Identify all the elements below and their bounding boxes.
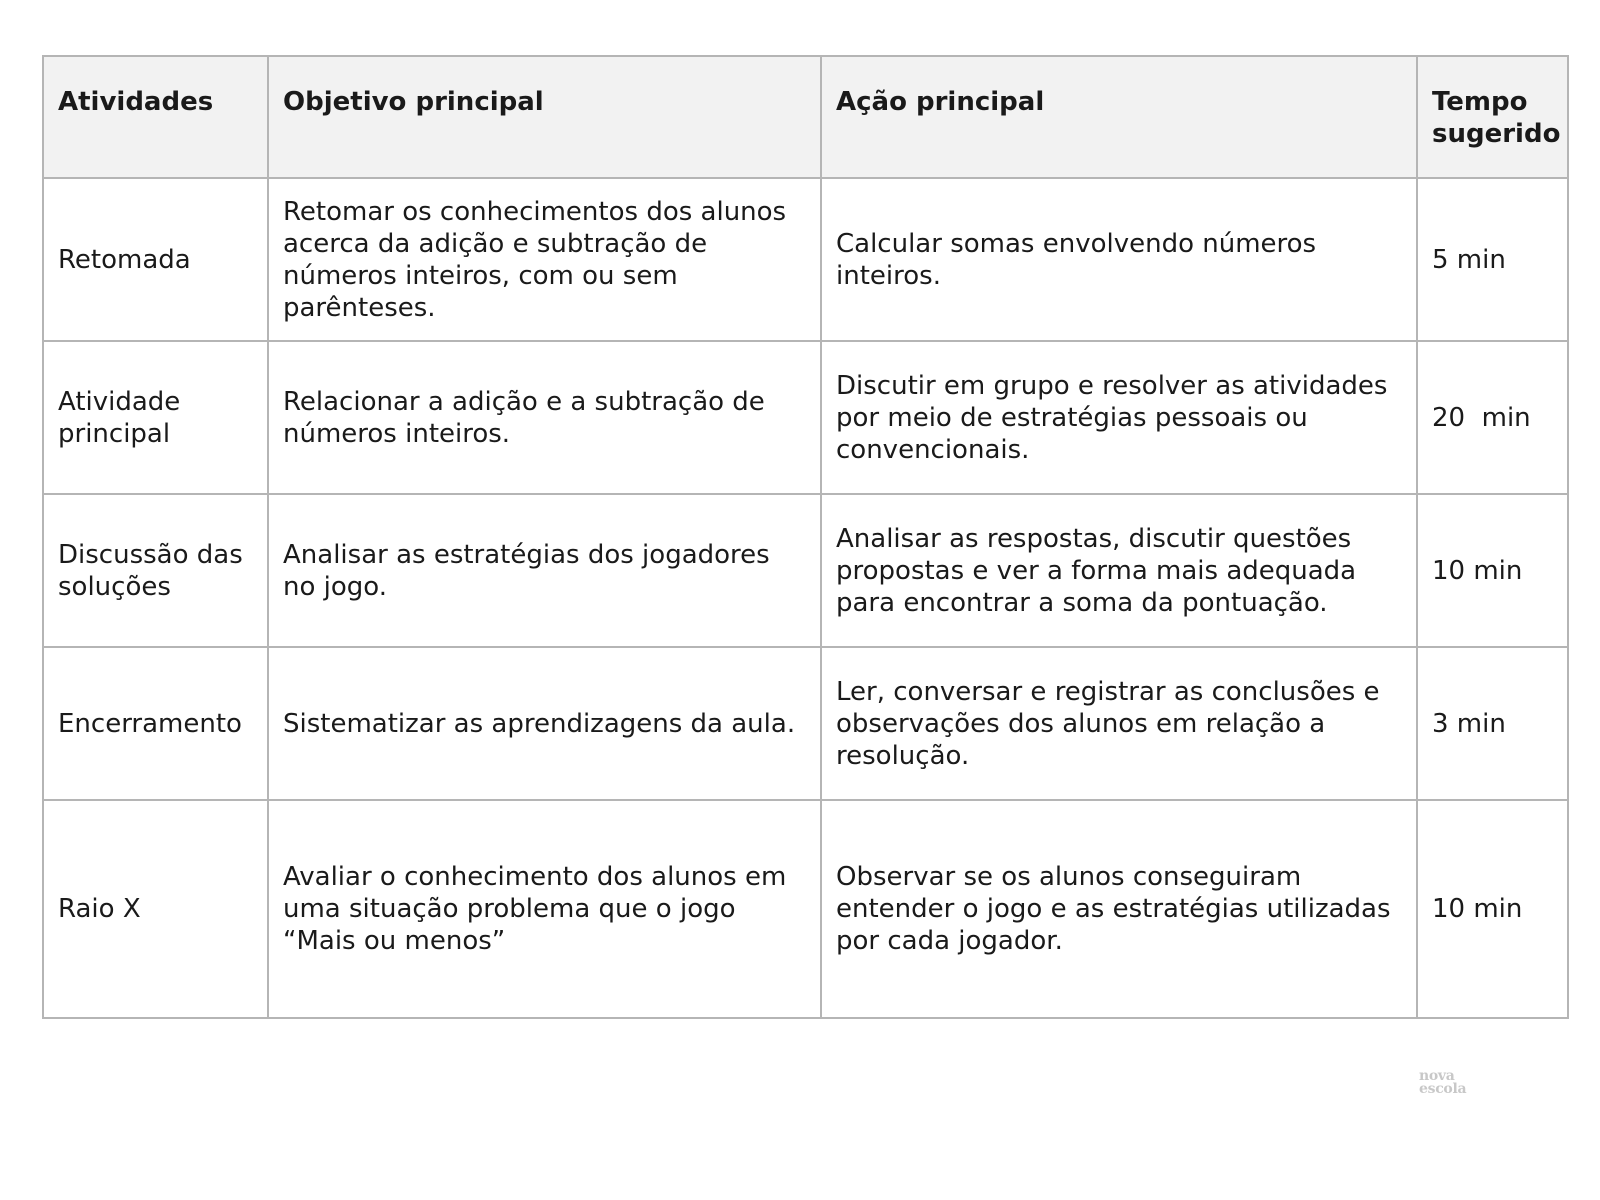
- header-row: [43, 56, 1568, 178]
- cell-acao: Discutir em grupo e resolver as atividades por meio de estratégias pessoais ou convencionais.: [821, 341, 1417, 494]
- logo-line-2: escola: [1419, 1081, 1467, 1097]
- cell-atividade: Encerramento: [43, 647, 268, 800]
- header-acao: Ação principal: [821, 56, 1417, 178]
- cell-atividade: Raio X: [43, 800, 268, 1018]
- logo-line-1: nova: [1419, 1068, 1455, 1084]
- cell-tempo: 20 min: [1417, 341, 1568, 494]
- lesson-plan-table: [42, 55, 1569, 1019]
- header-atividades: Atividades: [43, 56, 268, 178]
- cell-atividade: Discussão das soluções: [43, 494, 268, 647]
- cell-objetivo: Retomar os conhecimentos dos alunos acerca da adição e subtração de números inteiros, com ou sem parênteses.: [268, 178, 821, 341]
- cell-objetivo: Avaliar o conhecimento dos alunos em uma situação problema que o jogo “Mais ou menos”: [268, 800, 821, 1018]
- cell-tempo: 10 min: [1417, 800, 1568, 1018]
- cell-acao: Calcular somas envolvendo números inteiros.: [821, 178, 1417, 341]
- table-body: [43, 178, 1568, 1018]
- cell-objetivo: Analisar as estratégias dos jogadores no jogo.: [268, 494, 821, 647]
- cell-acao: Ler, conversar e registrar as conclusões e observações dos alunos em relação a resolução.: [821, 647, 1417, 800]
- cell-atividade: Atividade principal: [43, 341, 268, 494]
- cell-tempo: 10 min: [1417, 494, 1568, 647]
- table-row: [43, 800, 1568, 1018]
- table-row: [43, 178, 1568, 341]
- table-row: [43, 494, 1568, 647]
- table-header: [43, 56, 1568, 178]
- cell-acao: Analisar as respostas, discutir questões propostas e ver a forma mais adequada para encontrar a soma da pontuação.: [821, 494, 1417, 647]
- table-row: [43, 341, 1568, 494]
- header-objetivo: Objetivo principal: [268, 56, 821, 178]
- cell-objetivo: Sistematizar as aprendizagens da aula.: [268, 647, 821, 800]
- cell-acao: Observar se os alunos conseguiram entender o jogo e as estratégias utilizadas por cada jogador.: [821, 800, 1417, 1018]
- cell-objetivo: Relacionar a adição e a subtração de números inteiros.: [268, 341, 821, 494]
- cell-tempo: 5 min: [1417, 178, 1568, 341]
- cell-atividade: Retomada: [43, 178, 268, 341]
- nova-escola-logo: [1419, 1070, 1466, 1096]
- header-tempo: Tempo sugerido: [1417, 56, 1568, 178]
- table-row: [43, 647, 1568, 800]
- cell-tempo: 3 min: [1417, 647, 1568, 800]
